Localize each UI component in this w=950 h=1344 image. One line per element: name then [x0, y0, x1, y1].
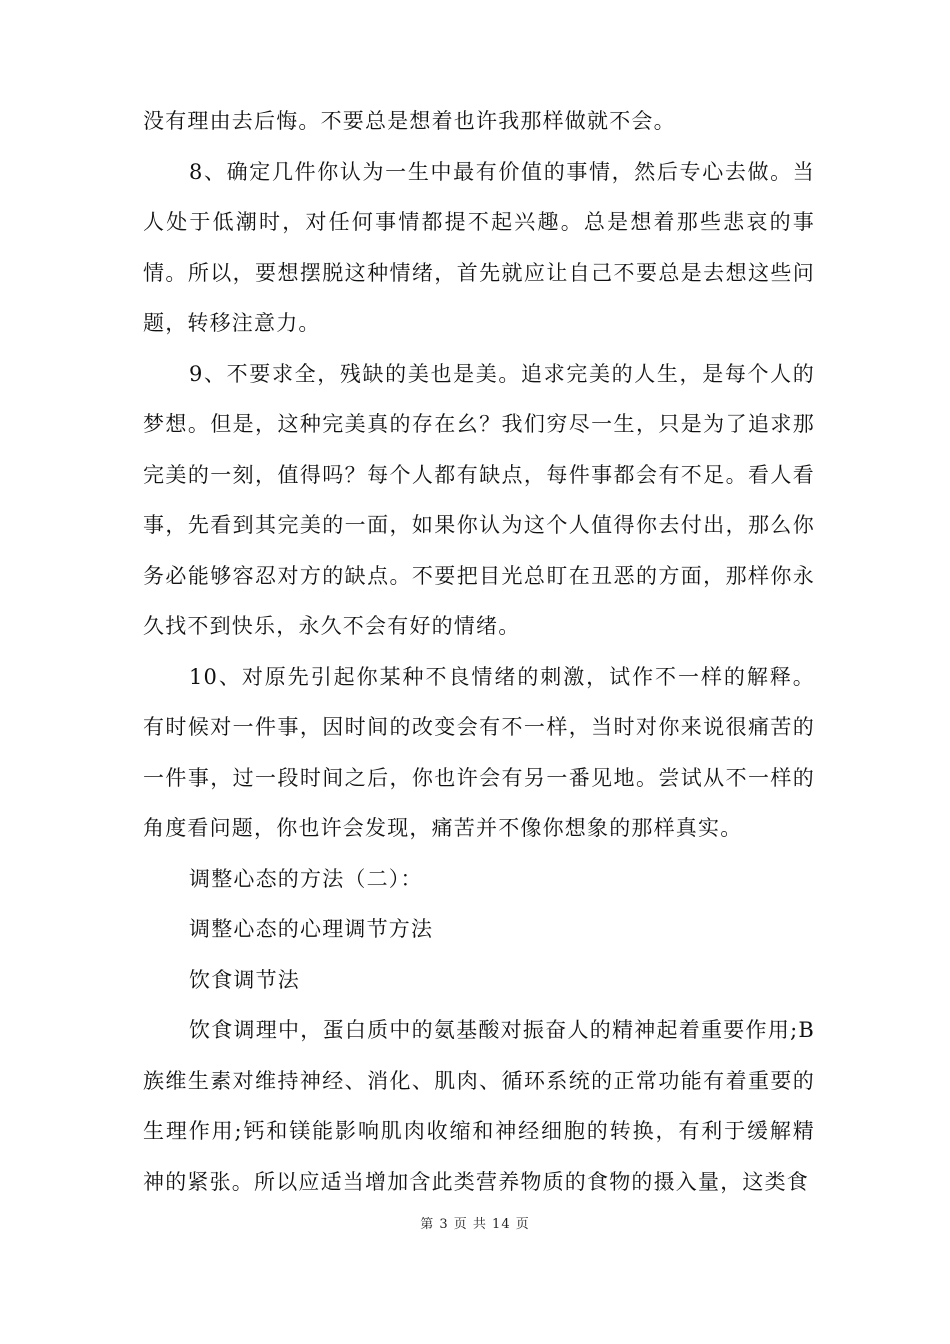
paragraph-2: 8、确定几件你认为一生中最有价值的事情，然后专心去做。当人处于低潮时，对任何事情都提不起兴趣。总是想着那些悲哀的事情。所以，要想摆脱这种情绪，首先就应让自己不要总是去想这些问题，转移注意力。 — [143, 159, 815, 335]
page-number-footer: 第 3 页 共 14 页 — [420, 1217, 530, 1232]
paragraph-3: 9、不要求全，残缺的美也是美。追求完美的人生，是每个人的梦想。但是，这种完美真的存在幺？我们穷尽一生，只是为了追求那完美的一刻，值得吗？每个人都有缺点，每件事都会有不足。看人看事，先看到其完美的一面，如果你认为这个人值得你去付出，那么你务必能够容忍对方的缺点。不要把目光总盯在丑恶的方面，那样你永久找不到快乐，永久不会有好的情绪。 — [143, 361, 815, 638]
paragraph-5: 饮食调理中，蛋白质中的氨基酸对振奋人的精神起着重要作用;B族维生素对维持神经、消化、肌肉、循环系统的正常功能有着重要的生理作用;钙和镁能影响肌肉收缩和神经细胞的转换，有利于缓解精神的紧张。所以应适当增加含此类营养物质的食物的摄入量，这类食 — [143, 1018, 815, 1194]
subsection-heading: 调整心态的心理调节方法 — [189, 917, 434, 941]
section-heading: 调整心态的方法（二）： — [189, 866, 423, 891]
paragraph-4: 10、对原先引起你某种不良情绪的刺激，试作不一样的解释。有时候对一件事，因时间的改变会有不一样，当时对你来说很痛苦的一件事，过一段时间之后，你也许会有另一番见地。尝试从不一样的角度看问题，你也许会发现，痛苦并不像你想象的那样真实。 — [143, 664, 815, 840]
method-title: 饮食调节法 — [189, 967, 300, 992]
paragraph-1: 没有理由去后悔。不要总是想着也许我那样做就不会。 — [143, 109, 676, 133]
document-body — [143, 96, 815, 1207]
